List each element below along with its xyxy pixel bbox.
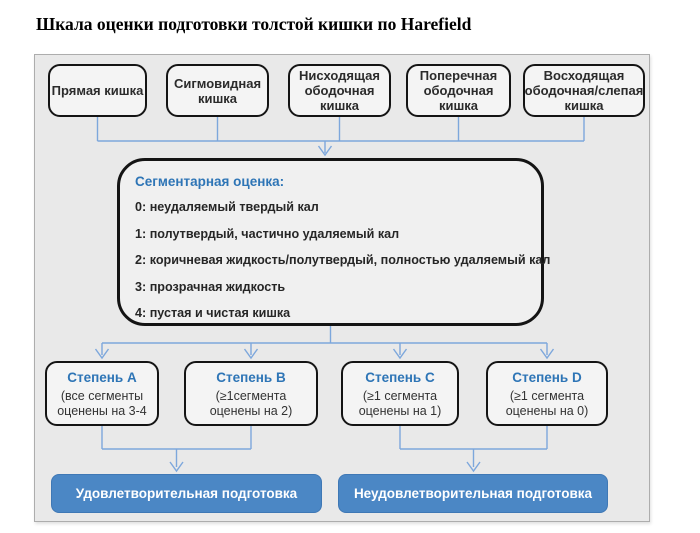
- segment-label: ободочная/слепая: [524, 83, 644, 98]
- segment-label: Сигмовидная: [173, 75, 262, 91]
- connector-top: [98, 117, 585, 155]
- segment-label: кишка: [197, 90, 238, 106]
- segment-label: Восходящая: [543, 68, 625, 83]
- grade-title: Степень C: [365, 370, 435, 385]
- grade-d-node: [486, 361, 608, 426]
- grade-desc: оценены на 0): [505, 404, 589, 418]
- arrowhead-icon: [245, 349, 258, 358]
- segment-node-descending-colon: [288, 64, 391, 117]
- grade-c-node: [341, 361, 459, 426]
- connector-bottom-left: [102, 426, 251, 471]
- grade-a-node: [45, 361, 159, 426]
- segment-label: ободочная: [304, 83, 375, 98]
- grade-desc: (≥1 сегмента: [509, 389, 585, 403]
- segment-label: кишка: [438, 98, 479, 113]
- segment-label: кишка: [319, 98, 360, 113]
- arrowhead-icon: [541, 349, 554, 358]
- outcome-label: Неудовлетворительная подготовка: [353, 486, 593, 501]
- diagram-panel: [34, 54, 650, 522]
- arrowhead-icon: [319, 146, 332, 155]
- grade-desc: оценены на 2): [209, 404, 293, 418]
- segment-node-transverse-colon: [406, 64, 511, 117]
- grade-desc: оценены на 1): [358, 404, 442, 418]
- score-item-2: 2: коричневая жидкость/полутвердый, полностью удаляемый кал: [135, 253, 551, 267]
- grade-desc: (все сегменты: [60, 389, 144, 403]
- grade-title: Степень B: [216, 370, 286, 385]
- page-title: Шкала оценки подготовки толстой кишки по Harefield: [36, 14, 472, 34]
- segment-label: Прямая кишка: [51, 83, 144, 98]
- segmental-score-panel: [117, 158, 551, 326]
- segmental-score-heading: Сегментарная оценка:: [135, 174, 285, 189]
- connector-bottom-right: [400, 426, 547, 471]
- connector-mid: [96, 326, 554, 358]
- arrowhead-icon: [394, 349, 407, 358]
- segment-label: кишка: [564, 98, 604, 113]
- segment-node-ascending-cecum: [523, 64, 645, 117]
- score-item-4: 4: пустая и чистая кишка: [135, 306, 291, 320]
- arrowhead-icon: [467, 462, 480, 471]
- score-item-3: 3: прозрачная жидкость: [135, 279, 286, 294]
- arrowhead-icon: [96, 349, 109, 358]
- outcome-inadequate-node: [338, 474, 608, 513]
- outcome-adequate-node: [51, 474, 322, 513]
- segment-label: Нисходящая: [299, 68, 380, 83]
- grade-title: Степень A: [67, 370, 137, 385]
- grade-desc: оценены на 3-4: [57, 404, 147, 418]
- grade-desc: (≥1 сегмента: [362, 389, 438, 403]
- grade-desc: (≥1сегмента: [215, 389, 287, 403]
- segment-node-rectum: [48, 64, 147, 117]
- segment-label: ободочная: [423, 83, 494, 98]
- segment-label: Поперечная: [419, 68, 498, 83]
- arrowhead-icon: [170, 462, 183, 471]
- score-item-0: 0: неудаляемый твердый кал: [135, 200, 319, 214]
- score-item-1: 1: полутвердый, частично удаляемый кал: [135, 226, 400, 241]
- grade-b-node: [184, 361, 318, 426]
- segment-node-sigmoid: [166, 64, 269, 117]
- grade-title: Степень D: [512, 370, 582, 385]
- outcome-label: Удовлетворительная подготовка: [75, 486, 298, 501]
